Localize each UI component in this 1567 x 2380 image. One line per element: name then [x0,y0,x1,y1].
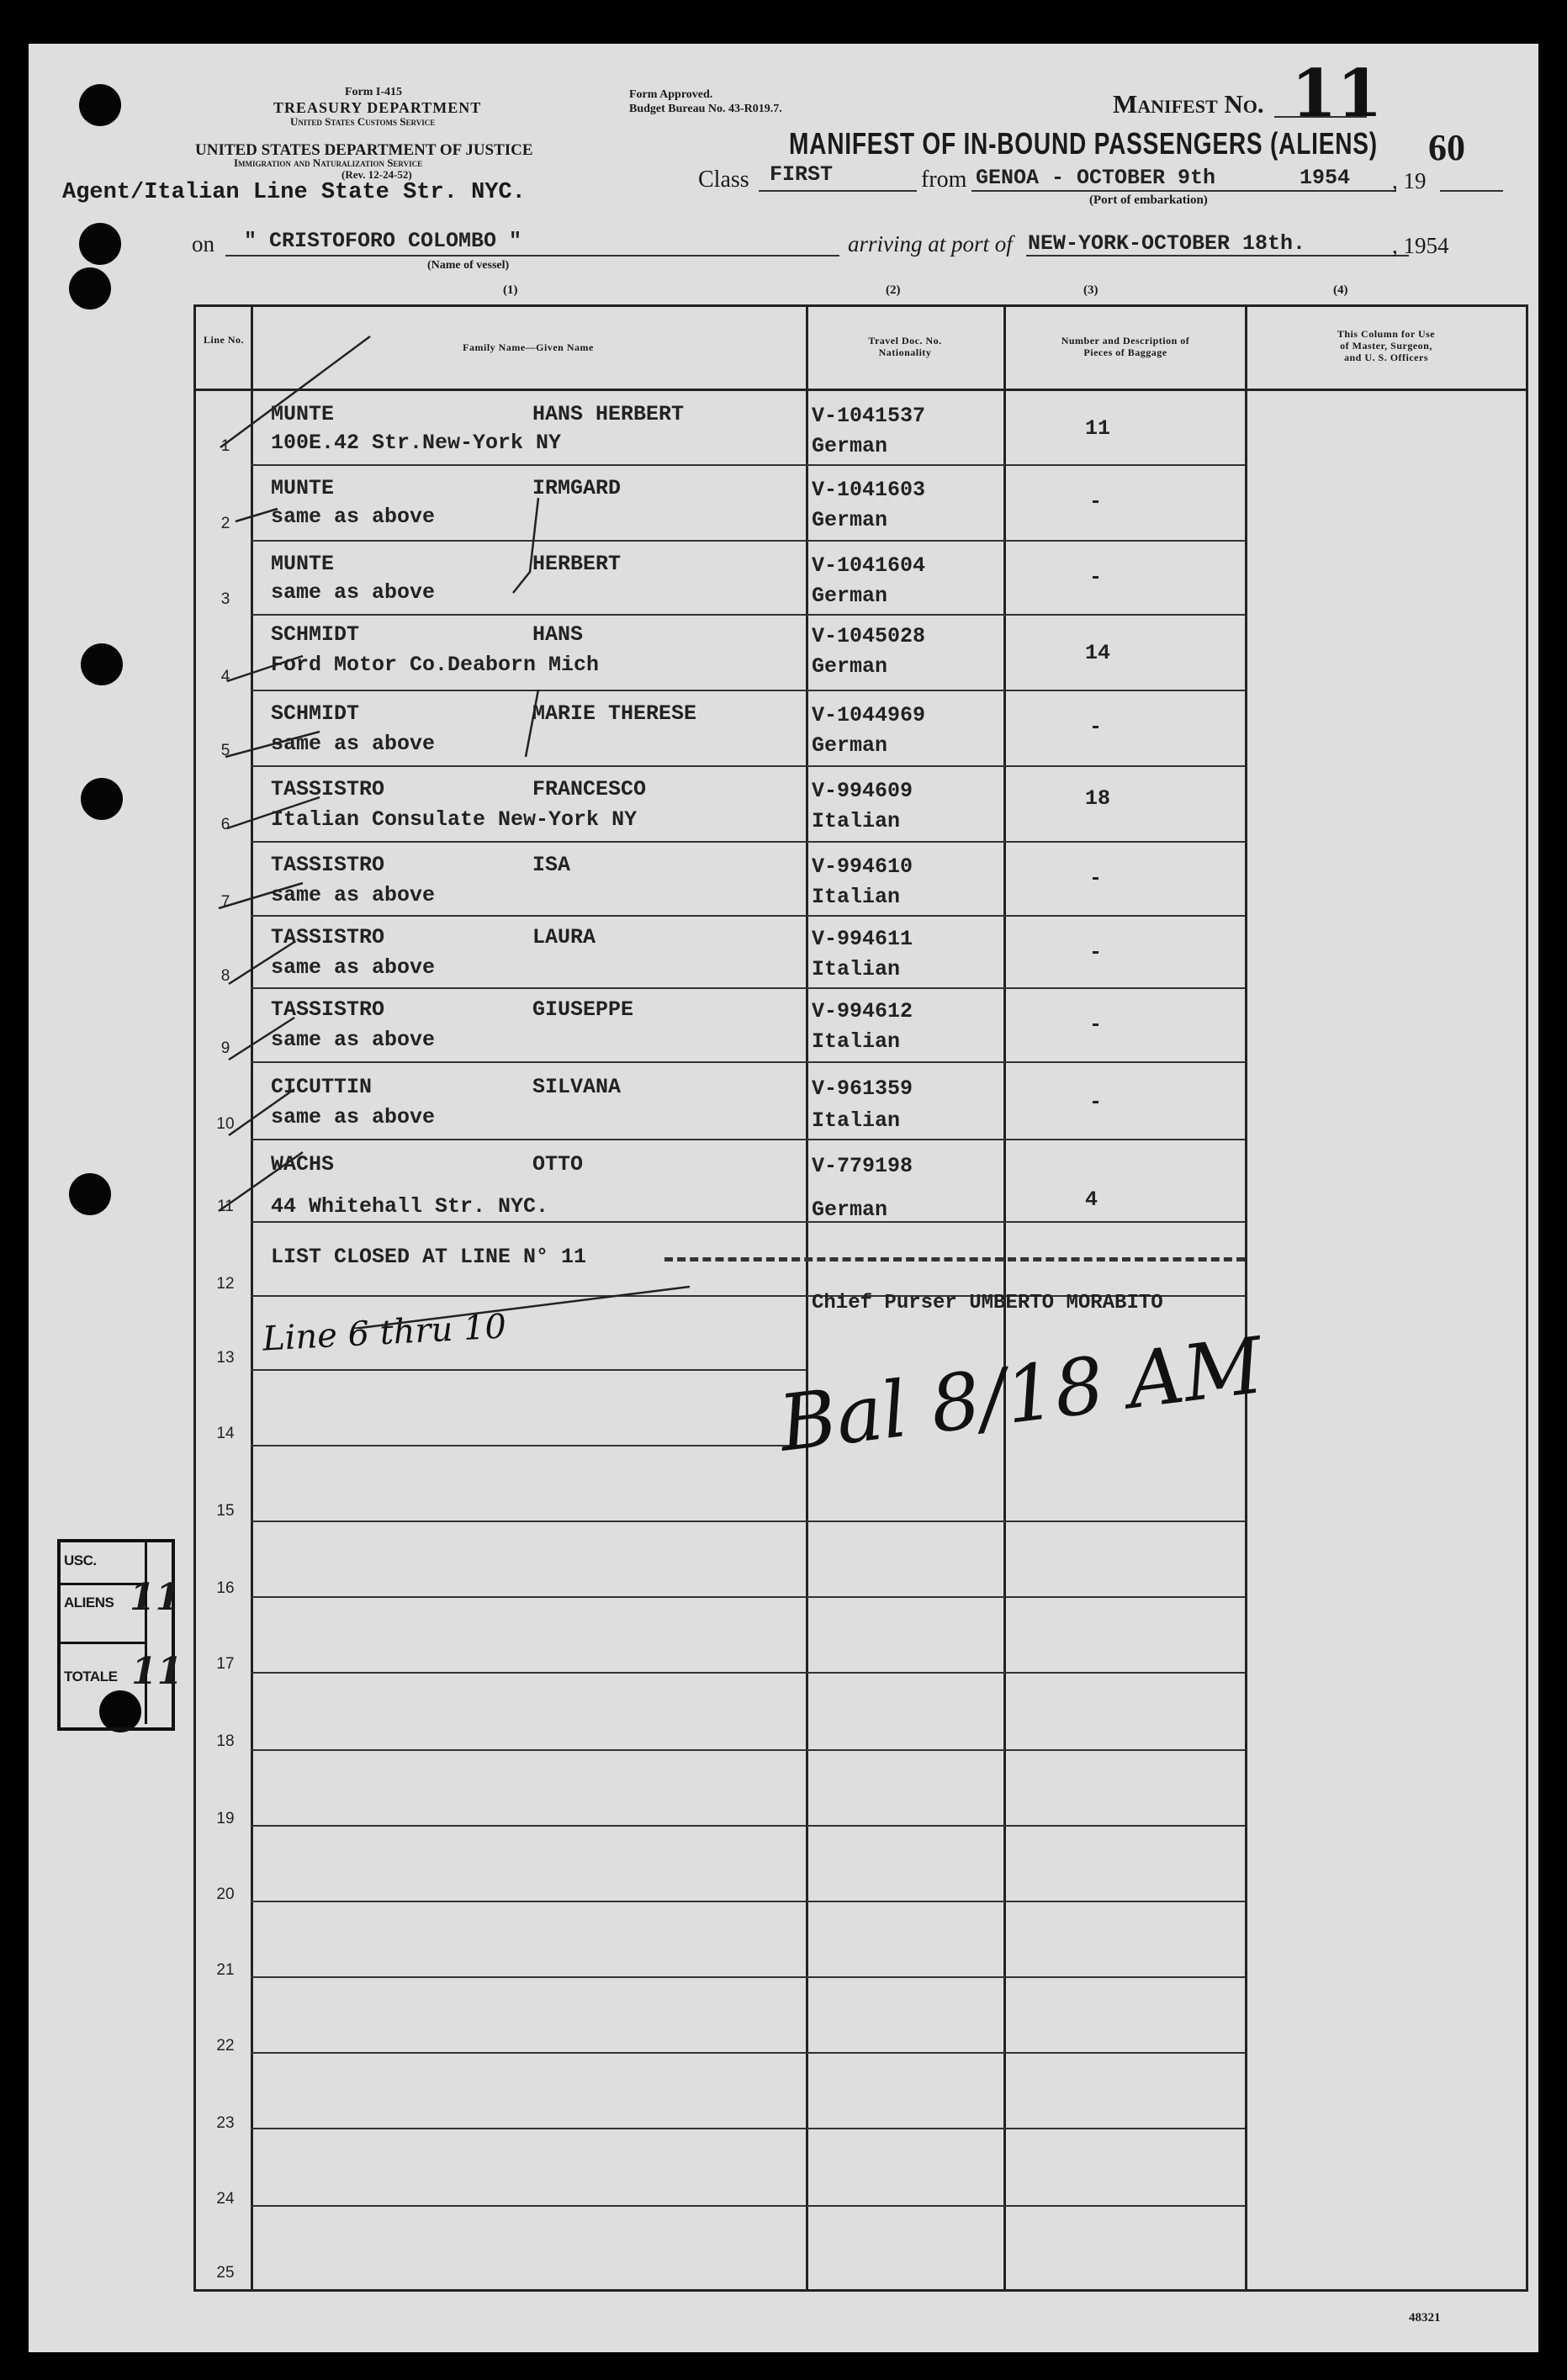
address: same as above [271,1105,436,1129]
baggage-count: 11 [1085,416,1111,441]
rev-date: (Rev. 12-24-52) [341,168,412,181]
table-bottom-border [193,2289,1528,2292]
baggage-count: 18 [1085,786,1111,811]
address: Ford Motor Co.Deaborn Mich [271,653,600,677]
nationality: Italian [812,1108,901,1133]
address: same as above [271,1028,436,1052]
travel-doc-number: V-961359 [812,1076,913,1101]
given-name: MARIE THERESE [532,701,697,726]
table-top-border [193,304,1528,307]
nationality: Italian [812,809,901,833]
chief-purser: Chief Purser UMBERTO MORABITO [812,1292,1163,1314]
line-number: 5 [220,742,230,759]
column-number-4: (4) [1333,283,1348,297]
nationality: German [812,508,888,532]
baggage-count: 14 [1085,641,1111,665]
given-name: GIUSEPPE [532,997,634,1022]
column-number-1: (1) [503,283,518,297]
row-separator [251,1369,806,1371]
line-number: 7 [220,893,230,911]
nationality: German [812,584,888,608]
given-name: ISA [532,853,571,877]
list-closed-note: LIST CLOSED AT LINE N° 11 [271,1245,587,1269]
line-number: 25 [216,2264,235,2282]
manifest-title: MANIFEST OF IN-BOUND PASSENGERS (ALIENS) [789,126,1378,161]
customs-service: United States Customs Service [290,115,436,128]
class-line [759,190,917,192]
punch-hole [79,223,121,265]
line-number: 20 [216,1885,235,1903]
arriving-year: , 1954 [1392,233,1449,258]
header-line-no: Line No. [203,334,244,346]
stamp-aliens-value: 11 [130,1576,182,1619]
vessel-name: " CRISTOFORO COLOMBO " [244,229,522,253]
travel-doc-number: V-1044969 [812,703,926,727]
baggage-column-divider [1245,304,1247,2291]
line-number: 21 [216,1961,235,1979]
row-separator [251,1901,1245,1902]
travel-doc-number: V-994609 [812,779,913,803]
row-separator [251,2205,1245,2207]
travel-doc-number: V-994611 [812,927,913,951]
line-number: 14 [216,1425,235,1442]
travel-doc-number: V-1041537 [812,404,926,428]
handwritten-note-left: Line 6 thru 10 [261,1307,508,1359]
punch-hole [69,267,111,309]
nationality: German [812,733,888,758]
punch-hole [79,84,121,126]
treasury-department: TREASURY DEPARTMENT [273,99,482,116]
pen-check-marks [202,320,841,1329]
nationality: Italian [812,957,901,981]
header-baggage [1008,335,1243,358]
header-travel-doc-1: Travel Doc. No. [868,335,942,346]
baggage-count: - [1089,715,1103,739]
punch-hole [81,643,123,685]
row-separator [251,1749,1245,1751]
address: same as above [271,732,436,756]
baggage-count: - [1089,489,1103,514]
baggage-count: 4 [1085,1187,1098,1212]
family-name: TASSISTRO [271,997,385,1022]
header-name: Family Name—Given Name [463,341,594,353]
header-officers-1: This Column for Use [1337,328,1436,340]
port-embark-caption: (Port of embarkation) [1089,193,1208,207]
family-name: TASSISTRO [271,853,385,877]
family-name: MUNTE [271,476,335,500]
class-label: Class [698,167,749,193]
row-separator [251,1596,1245,1598]
class-value: FIRST [770,162,834,187]
line-number: 22 [216,2037,235,2055]
family-name: MUNTE [271,552,335,576]
given-name: LAURA [532,925,596,949]
family-name: TASSISTRO [271,925,385,949]
budget-bureau: Budget Bureau No. 43-R019.7. [629,103,782,115]
manifest-label: Manifest No. [1113,89,1264,119]
justice-department: UNITED STATES DEPARTMENT OF JUSTICE [195,141,533,159]
alien-count-stamp [57,1539,183,1731]
baggage-count: - [1089,1013,1103,1037]
page-number: 60 [1428,127,1465,168]
address: 44 Whitehall Str. NYC. [271,1194,549,1219]
arriving-value: NEW-YORK-OCTOBER 18th. [1028,231,1306,256]
line-number: 9 [220,1039,230,1057]
stamp-aliens-label: ALIENS [64,1595,114,1610]
stamp-usc-label: USC. [64,1552,97,1568]
address: same as above [271,883,436,907]
family-name: SCHMIDT [271,701,360,726]
family-name: WACHS [271,1152,335,1177]
line-number: 4 [220,668,230,685]
stamp-totale-value: 11 [131,1650,183,1693]
baggage-count: - [1089,1090,1103,1114]
punch-hole [81,778,123,820]
nationality: German [812,434,888,458]
line-number: 10 [216,1115,235,1133]
line-number: 23 [216,2114,235,2132]
family-name: SCHMIDT [271,622,360,647]
row-separator [251,1825,1245,1827]
line-number: 16 [216,1579,235,1597]
travel-doc-number: V-1045028 [812,624,926,648]
column-number-3: (3) [1083,283,1098,297]
baggage-count: - [1089,866,1103,891]
given-name: HANS HERBERT [532,402,685,426]
nationality: Italian [812,885,901,909]
travel-doc-number: V-779198 [812,1154,913,1178]
line-number: 8 [220,967,230,985]
on-label: on [192,231,214,257]
address: same as above [271,505,436,529]
stamp-inner-border [145,1542,147,1724]
family-name: CICUTTIN [271,1075,373,1099]
ins-line: Immigration and Naturalization Service [234,156,423,169]
row-separator [251,1672,1245,1674]
nationality: German [812,654,888,679]
stamp-totale-label: TOTALE [64,1669,118,1685]
header-officers-2: of Master, Surgeon, [1340,340,1432,352]
year-line [1440,190,1503,192]
baggage-count: - [1089,565,1103,590]
address: same as above [271,580,436,605]
line-number: 2 [220,515,230,532]
nationality: Italian [812,1029,901,1054]
row-separator [251,1521,1245,1522]
footer-code: 48321 [1409,2311,1441,2324]
header-baggage-2: Pieces of Baggage [1083,346,1167,358]
given-name: HANS [532,622,584,647]
table-right-border [1526,304,1528,2291]
travel-doc-number: V-1041603 [812,478,926,502]
from-year-suffix: , 19 [1392,168,1427,193]
row-separator [251,2128,1245,2129]
column-number-2: (2) [886,283,901,297]
travel-doc-number: V-1041604 [812,553,926,578]
line-number: 12 [216,1275,235,1293]
travel-doc-number: V-994610 [812,854,913,879]
stamp-divider [61,1642,145,1644]
address: same as above [271,955,436,980]
travel-doc-number: V-994612 [812,999,913,1023]
address: 100E.42 Str.New-York NY [271,431,562,455]
given-name: OTTO [532,1152,584,1177]
line-number: 24 [216,2190,235,2208]
from-year: 1954 [1300,166,1351,190]
family-name: MUNTE [271,402,335,426]
line-number: 6 [220,816,230,833]
header-officers [1249,328,1523,363]
line-number: 13 [216,1349,235,1367]
manifest-number: 11 [1291,56,1383,132]
address: Italian Consulate New-York NY [271,807,638,832]
line-number: 18 [216,1732,235,1750]
header-travel-doc-2: Nationality [878,346,932,358]
baggage-count: - [1089,940,1103,965]
from-value: GENOA - OCTOBER 9th [976,166,1216,190]
line-number: 1 [220,437,230,455]
form-number: Form I-415 [345,86,403,98]
line-number: 15 [216,1502,235,1520]
row-separator [251,1976,1245,1978]
handwritten-signature-right: Bal 8/18 AM [774,1320,1268,1469]
agent-line: Agent/Italian Line State Str. NYC. [62,180,526,205]
vessel-line [225,255,839,257]
from-label: from [921,167,967,193]
vessel-caption: (Name of vessel) [427,259,510,272]
family-name: TASSISTRO [271,777,385,801]
line-number: 17 [216,1655,235,1673]
line-number: 3 [220,590,230,608]
given-name: HERBERT [532,552,622,576]
header-officers-3: and U. S. Officers [1344,352,1428,363]
given-name: IRMGARD [532,476,622,500]
header-baggage-1: Number and Description of [1061,335,1190,346]
punch-hole [69,1173,111,1215]
row-separator [251,1445,806,1447]
line-number: 19 [216,1810,235,1827]
form-approved: Form Approved. [629,88,713,101]
line-number: 11 [217,1198,234,1215]
from-line [971,190,1396,192]
given-name: FRANCESCO [532,777,647,801]
nationality: German [812,1198,888,1222]
table-left-border [193,304,196,2291]
given-name: SILVANA [532,1075,622,1099]
row-separator [251,2052,1245,2054]
arriving-label: arriving at port of [848,231,1013,257]
